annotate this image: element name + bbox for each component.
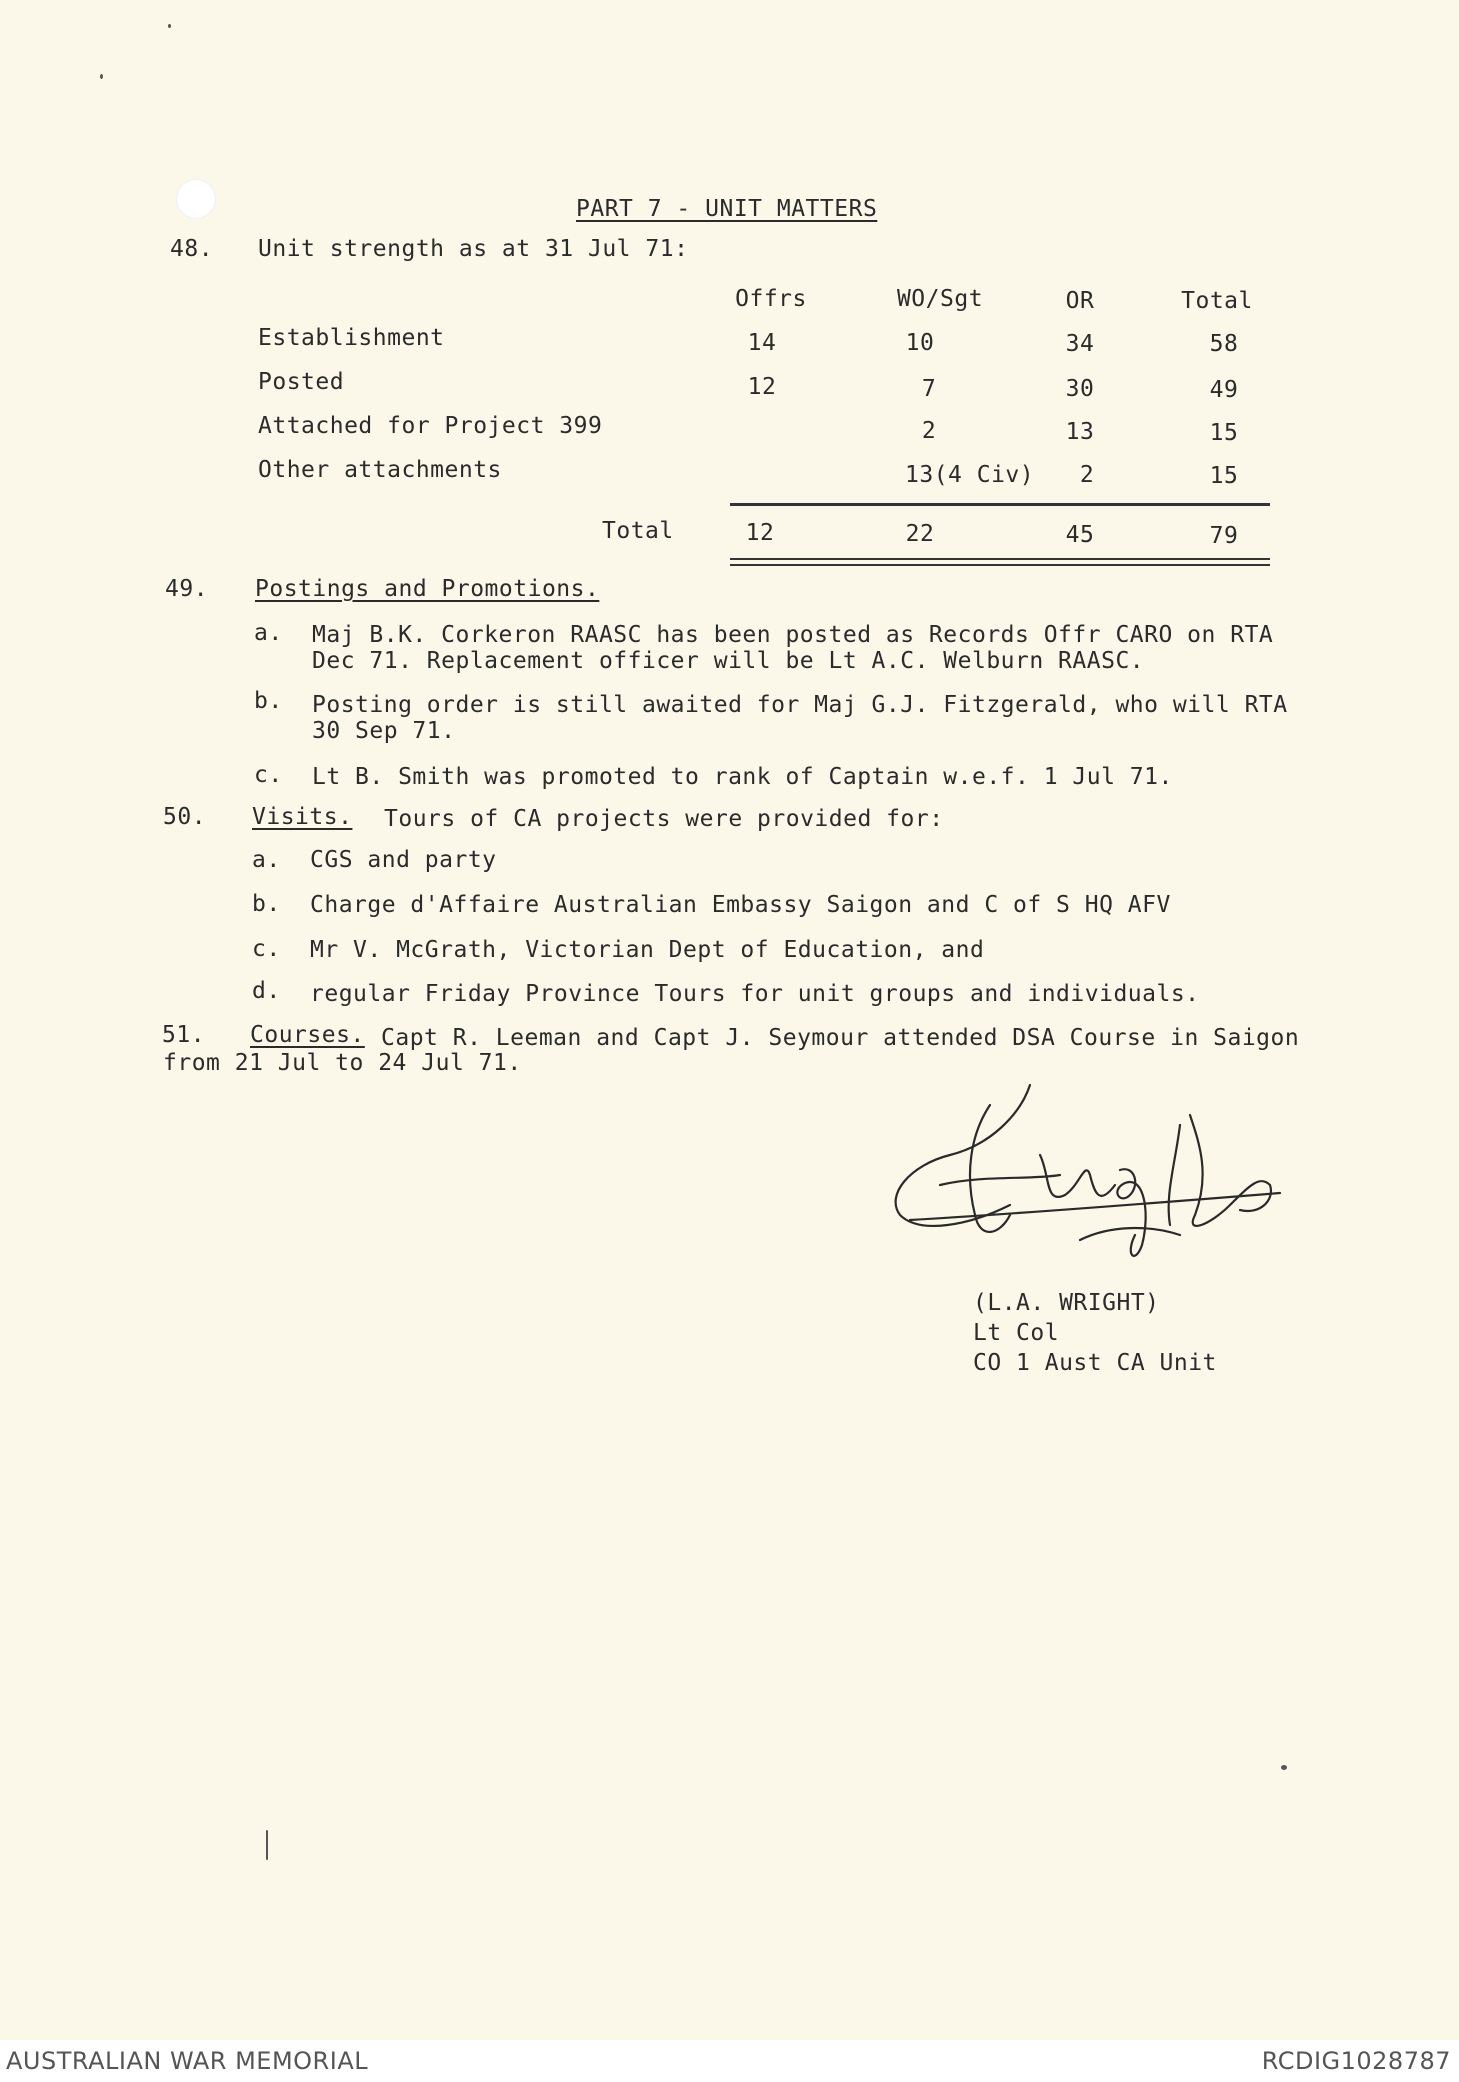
total-row-label: Total	[602, 518, 674, 544]
table-rule-bottom	[730, 564, 1270, 566]
row-label-posted: Posted	[258, 369, 345, 395]
table-cell: 30	[1065, 376, 1095, 402]
row-label-establishment: Establishment	[258, 325, 445, 351]
list-letter: b.	[254, 688, 283, 714]
paper-speck	[266, 1830, 268, 1860]
table-total-cell: 79	[1209, 523, 1239, 549]
para-50-text: Tours of CA projects were provided for:	[384, 806, 944, 832]
table-total-cell: 45	[1065, 522, 1095, 548]
table-cell: 34	[1065, 331, 1095, 357]
table-cell: 7	[921, 376, 937, 402]
table-cell: 15	[1209, 463, 1239, 489]
table-cell: 14	[747, 330, 777, 356]
para-50-number: 50.	[163, 804, 207, 830]
handwritten-signature	[880, 1075, 1300, 1275]
list-letter: b.	[252, 891, 281, 917]
list-item-text: Charge d'Affaire Australian Embassy Saigon and C of S HQ AFV	[310, 892, 1171, 918]
page-heading: PART 7 - UNIT MATTERS	[576, 196, 878, 222]
table-total-cell: 12	[745, 520, 775, 546]
footer-record-id: RCDIG1028787	[1261, 2047, 1451, 2075]
list-letter: d.	[252, 978, 281, 1004]
table-rule-top	[730, 503, 1270, 506]
table-cell: 12	[747, 374, 777, 400]
para-51-text: from 21 Jul to 24 Jul 71.	[163, 1050, 522, 1076]
para-48-number: 48.	[170, 236, 214, 262]
footer-archive-name: AUSTRALIAN WAR MEMORIAL	[6, 2047, 369, 2075]
paper-speck	[168, 24, 171, 28]
row-label-attached: Attached for Project 399	[258, 413, 603, 439]
list-letter: c.	[252, 936, 281, 962]
para-48-text: Unit strength as at 31 Jul 71:	[258, 236, 689, 262]
list-item-text: Maj B.K. Corkeron RAASC has been posted as Records Offr CARO on RTA	[312, 622, 1274, 648]
punch-hole	[176, 179, 216, 219]
list-item-text: Lt B. Smith was promoted to rank of Captain w.e.f. 1 Jul 71.	[312, 764, 1173, 790]
list-letter: c.	[254, 762, 283, 788]
signatory-appointment: CO 1 Aust CA Unit	[973, 1350, 1217, 1376]
signatory-rank: Lt Col	[973, 1320, 1060, 1346]
list-item-text: CGS and party	[310, 847, 497, 873]
list-item-text: Dec 71. Replacement officer will be Lt A.C. Welburn RAASC.	[312, 648, 1145, 674]
column-header-or: OR	[1065, 288, 1095, 314]
para-49-title: Postings and Promotions.	[255, 576, 600, 602]
table-cell: 13(4 Civ)	[905, 462, 1035, 488]
row-label-other: Other attachments	[258, 457, 502, 483]
table-cell: 2	[921, 418, 937, 444]
paper-speck	[100, 74, 103, 79]
table-cell: 13	[1065, 419, 1095, 445]
table-total-cell: 22	[905, 521, 935, 547]
table-cell: 58	[1209, 331, 1239, 357]
column-header-total: Total	[1181, 288, 1253, 314]
list-item-text: regular Friday Province Tours for unit groups and individuals.	[310, 981, 1200, 1007]
column-header-offrs: Offrs	[735, 286, 807, 312]
list-item-text: Mr V. McGrath, Victorian Dept of Education, and	[310, 937, 985, 963]
para-51-text: Capt R. Leeman and Capt J. Seymour attended DSA Course in Saigon	[381, 1025, 1300, 1051]
table-cell: 15	[1209, 420, 1239, 446]
list-letter: a.	[252, 847, 281, 873]
list-item-text: Posting order is still awaited for Maj G.J. Fitzgerald, who will RTA	[312, 692, 1288, 718]
table-cell: 49	[1209, 377, 1239, 403]
table-rule-bottom	[730, 558, 1270, 560]
signatory-name: (L.A. WRIGHT)	[973, 1290, 1160, 1316]
table-cell: 2	[1079, 462, 1095, 488]
list-item-text: 30 Sep 71.	[312, 718, 456, 744]
para-51-number: 51.	[162, 1022, 206, 1048]
para-49-number: 49.	[165, 576, 209, 602]
para-51-title: Courses.	[250, 1022, 365, 1048]
table-cell: 10	[905, 330, 935, 356]
paper-speck	[1281, 1765, 1287, 1770]
column-header-wo-sgt: WO/Sgt	[896, 286, 984, 312]
list-letter: a.	[254, 620, 283, 646]
para-50-title: Visits.	[252, 804, 353, 830]
